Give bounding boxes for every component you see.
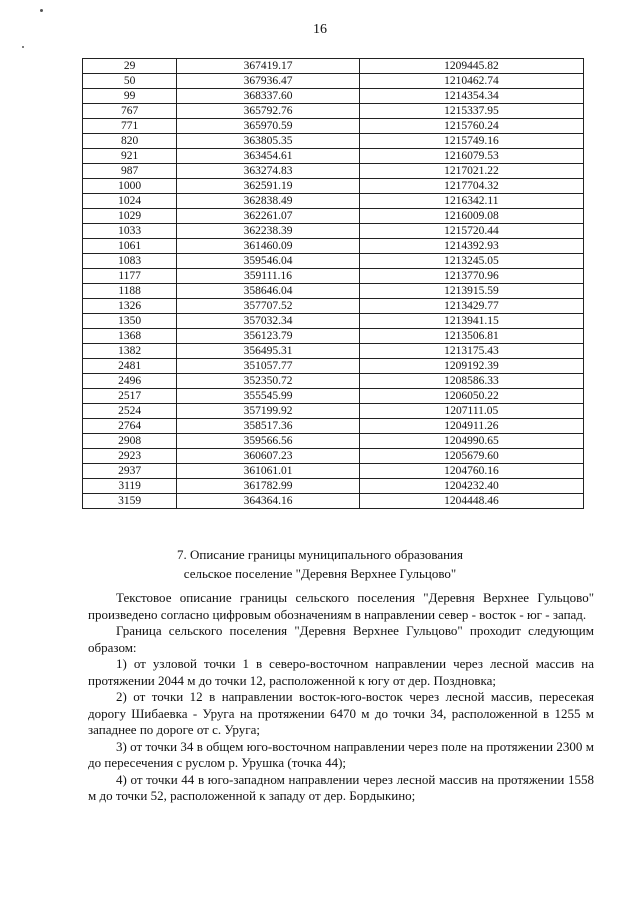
x-coordinate-cell: 359546.04 xyxy=(177,254,360,269)
y-coordinate-cell: 1216009.08 xyxy=(359,209,583,224)
point-number-cell: 771 xyxy=(83,119,177,134)
y-coordinate-cell: 1213245.05 xyxy=(359,254,583,269)
paragraph-intro: Текстовое описание границы сельского поселения "Деревня Верхнее Гульцово" произведено согласно цифровым обозначениям в направлении север - восток - юг - запад. xyxy=(88,590,594,622)
paragraph-segment-2: 2) от точки 12 в направлении восток-юго-восток через лесной массив, пересекая дорогу Шибаевка - Уруга на протяжении 6470 м до точки 34, расположенной в 1255 м западнее по дороге от с. Уруга; xyxy=(88,689,594,737)
paragraph-boundary-passes: Граница сельского поселения "Деревня Верхнее Гульцово" проходит следующим образом: xyxy=(88,623,594,655)
point-number-cell: 2524 xyxy=(83,404,177,419)
table-row xyxy=(83,224,584,239)
point-number-cell: 1177 xyxy=(83,269,177,284)
y-coordinate-cell: 1213429.77 xyxy=(359,299,583,314)
table-row xyxy=(83,329,584,344)
y-coordinate-cell: 1214392.93 xyxy=(359,239,583,254)
y-coordinate-cell: 1213770.96 xyxy=(359,269,583,284)
y-coordinate-cell: 1217021.22 xyxy=(359,164,583,179)
x-coordinate-cell: 363274.83 xyxy=(177,164,360,179)
table-row xyxy=(83,404,584,419)
x-coordinate-cell: 357032.34 xyxy=(177,314,360,329)
point-number-cell: 921 xyxy=(83,149,177,164)
point-number-cell: 1024 xyxy=(83,194,177,209)
y-coordinate-cell: 1207111.05 xyxy=(359,404,583,419)
table-row xyxy=(83,239,584,254)
point-number-cell: 2937 xyxy=(83,464,177,479)
x-coordinate-cell: 357199.92 xyxy=(177,404,360,419)
x-coordinate-cell: 356495.31 xyxy=(177,344,360,359)
x-coordinate-cell: 361782.99 xyxy=(177,479,360,494)
x-coordinate-cell: 356123.79 xyxy=(177,329,360,344)
table-row xyxy=(83,464,584,479)
paragraph-segment-4: 4) от точки 44 в юго-западном направлении через лесной массив на протяжении 1558 м до точки 52, расположенной к западу от дер. Бордыкино; xyxy=(88,771,594,803)
table-row xyxy=(83,179,584,194)
table-row xyxy=(83,74,584,89)
point-number-cell: 1382 xyxy=(83,344,177,359)
coordinates-table-body xyxy=(83,59,584,509)
section-heading xyxy=(0,545,640,583)
y-coordinate-cell: 1213175.43 xyxy=(359,344,583,359)
table-row xyxy=(83,104,584,119)
table-row xyxy=(83,209,584,224)
point-number-cell: 1000 xyxy=(83,179,177,194)
y-coordinate-cell: 1215720.44 xyxy=(359,224,583,239)
table-row xyxy=(83,194,584,209)
point-number-cell: 2517 xyxy=(83,389,177,404)
table-row xyxy=(83,494,584,509)
y-coordinate-cell: 1217704.32 xyxy=(359,179,583,194)
point-number-cell: 1368 xyxy=(83,329,177,344)
point-number-cell: 1188 xyxy=(83,284,177,299)
y-coordinate-cell: 1213506.81 xyxy=(359,329,583,344)
y-coordinate-cell: 1213941.15 xyxy=(359,314,583,329)
point-number-cell: 2908 xyxy=(83,434,177,449)
x-coordinate-cell: 363805.35 xyxy=(177,134,360,149)
x-coordinate-cell: 367936.47 xyxy=(177,74,360,89)
x-coordinate-cell: 361460.09 xyxy=(177,239,360,254)
table-row xyxy=(83,134,584,149)
point-number-cell: 1350 xyxy=(83,314,177,329)
y-coordinate-cell: 1215337.95 xyxy=(359,104,583,119)
x-coordinate-cell: 360607.23 xyxy=(177,449,360,464)
table-row xyxy=(83,449,584,464)
table-row xyxy=(83,479,584,494)
scan-speck xyxy=(40,9,43,12)
y-coordinate-cell: 1210462.74 xyxy=(359,74,583,89)
table-row xyxy=(83,59,584,74)
table-row xyxy=(83,374,584,389)
boundary-description xyxy=(88,590,594,805)
table-row xyxy=(83,314,584,329)
x-coordinate-cell: 363454.61 xyxy=(177,149,360,164)
x-coordinate-cell: 359566.56 xyxy=(177,434,360,449)
paragraph-segment-3: 3) от точки 34 в общем юго-восточном направлении через поле на протяжении 2300 м до пересечения с руслом р. Урушка (точка 44); xyxy=(88,738,594,770)
point-number-cell: 2923 xyxy=(83,449,177,464)
table-row xyxy=(83,269,584,284)
x-coordinate-cell: 362238.39 xyxy=(177,224,360,239)
y-coordinate-cell: 1215760.24 xyxy=(359,119,583,134)
y-coordinate-cell: 1216342.11 xyxy=(359,194,583,209)
x-coordinate-cell: 368337.60 xyxy=(177,89,360,104)
point-number-cell: 3119 xyxy=(83,479,177,494)
point-number-cell: 820 xyxy=(83,134,177,149)
table-row xyxy=(83,359,584,374)
x-coordinate-cell: 358646.04 xyxy=(177,284,360,299)
x-coordinate-cell: 365792.76 xyxy=(177,104,360,119)
point-number-cell: 1083 xyxy=(83,254,177,269)
y-coordinate-cell: 1215749.16 xyxy=(359,134,583,149)
x-coordinate-cell: 355545.99 xyxy=(177,389,360,404)
table-row xyxy=(83,149,584,164)
y-coordinate-cell: 1205679.60 xyxy=(359,449,583,464)
table-row xyxy=(83,164,584,179)
table-row xyxy=(83,419,584,434)
x-coordinate-cell: 358517.36 xyxy=(177,419,360,434)
point-number-cell: 1326 xyxy=(83,299,177,314)
paragraph-segment-1: 1) от узловой точки 1 в северо-восточном направлении через лесной массив на протяжении 2044 м до точки 12, расположенной к югу от дер. Поздновка; xyxy=(88,656,594,688)
x-coordinate-cell: 362591.19 xyxy=(177,179,360,194)
table-row xyxy=(83,89,584,104)
point-number-cell: 767 xyxy=(83,104,177,119)
x-coordinate-cell: 351057.77 xyxy=(177,359,360,374)
table-row xyxy=(83,119,584,134)
table-row xyxy=(83,299,584,314)
x-coordinate-cell: 362261.07 xyxy=(177,209,360,224)
table-row xyxy=(83,389,584,404)
point-number-cell: 1061 xyxy=(83,239,177,254)
x-coordinate-cell: 357707.52 xyxy=(177,299,360,314)
point-number-cell: 2764 xyxy=(83,419,177,434)
point-number-cell: 987 xyxy=(83,164,177,179)
y-coordinate-cell: 1213915.59 xyxy=(359,284,583,299)
y-coordinate-cell: 1204760.16 xyxy=(359,464,583,479)
section-heading-line2: сельское поселение "Деревня Верхнее Гульцово" xyxy=(183,566,457,581)
point-number-cell: 29 xyxy=(83,59,177,74)
scan-speck xyxy=(22,46,24,48)
table-row xyxy=(83,284,584,299)
x-coordinate-cell: 362838.49 xyxy=(177,194,360,209)
point-number-cell: 1029 xyxy=(83,209,177,224)
section-heading-line1: 7. Описание границы муниципального образования xyxy=(177,547,463,562)
y-coordinate-cell: 1204448.46 xyxy=(359,494,583,509)
table-row xyxy=(83,344,584,359)
y-coordinate-cell: 1216079.53 xyxy=(359,149,583,164)
y-coordinate-cell: 1204911.26 xyxy=(359,419,583,434)
point-number-cell: 99 xyxy=(83,89,177,104)
point-number-cell: 2481 xyxy=(83,359,177,374)
coordinates-table xyxy=(82,58,584,509)
point-number-cell: 50 xyxy=(83,74,177,89)
x-coordinate-cell: 361061.01 xyxy=(177,464,360,479)
y-coordinate-cell: 1204232.40 xyxy=(359,479,583,494)
point-number-cell: 3159 xyxy=(83,494,177,509)
x-coordinate-cell: 364364.16 xyxy=(177,494,360,509)
y-coordinate-cell: 1214354.34 xyxy=(359,89,583,104)
x-coordinate-cell: 365970.59 xyxy=(177,119,360,134)
x-coordinate-cell: 359111.16 xyxy=(177,269,360,284)
y-coordinate-cell: 1208586.33 xyxy=(359,374,583,389)
y-coordinate-cell: 1206050.22 xyxy=(359,389,583,404)
table-row xyxy=(83,254,584,269)
point-number-cell: 1033 xyxy=(83,224,177,239)
page-number: 16 xyxy=(313,22,327,37)
x-coordinate-cell: 367419.17 xyxy=(177,59,360,74)
point-number-cell: 2496 xyxy=(83,374,177,389)
table-row xyxy=(83,434,584,449)
x-coordinate-cell: 352350.72 xyxy=(177,374,360,389)
y-coordinate-cell: 1209192.39 xyxy=(359,359,583,374)
y-coordinate-cell: 1209445.82 xyxy=(359,59,583,74)
y-coordinate-cell: 1204990.65 xyxy=(359,434,583,449)
